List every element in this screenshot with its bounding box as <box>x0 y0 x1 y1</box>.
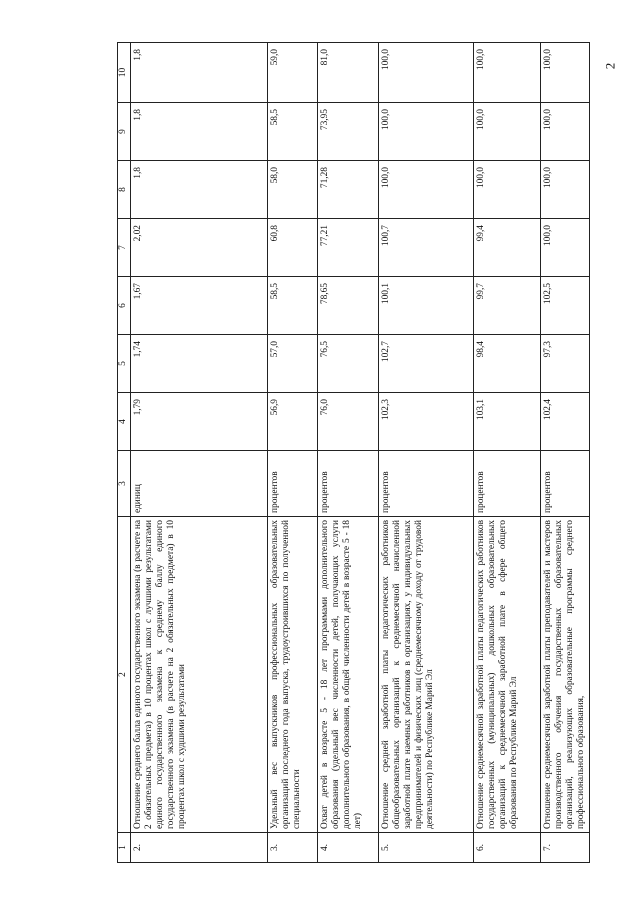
value-col-4: 102,4 <box>541 393 590 451</box>
table-row <box>379 43 474 863</box>
header-row <box>118 43 131 863</box>
table-row <box>318 43 379 863</box>
row-number: 2. <box>131 833 268 863</box>
table-row <box>541 43 590 863</box>
unit: процентов <box>268 451 318 517</box>
value-col-7: 2,02 <box>131 219 268 277</box>
value-col-10: 81,0 <box>318 43 379 103</box>
value-col-7: 99,4 <box>474 219 541 277</box>
row-number: 4. <box>318 833 379 863</box>
value-col-8: 100,0 <box>379 161 474 219</box>
header-col-6: 6 <box>118 277 131 335</box>
value-col-6: 1,67 <box>131 277 268 335</box>
value-col-8: 100,0 <box>474 161 541 219</box>
value-col-7: 100,7 <box>379 219 474 277</box>
value-col-9: 100,0 <box>474 103 541 161</box>
header-col-9: 9 <box>118 103 131 161</box>
value-col-7: 60,8 <box>268 219 318 277</box>
value-col-6: 99,7 <box>474 277 541 335</box>
header-col-7: 7 <box>118 219 131 277</box>
value-col-9: 1,8 <box>131 103 268 161</box>
value-col-6: 58,5 <box>268 277 318 335</box>
value-col-7: 100,0 <box>541 219 590 277</box>
value-col-4: 1,79 <box>131 393 268 451</box>
indicator-name: Отношение среднемесячной заработной платы преподавателей и мастеров производственного обучения государственных образовательных организаций, реализующих образовательные программы среднего профессионального образования, <box>541 517 590 833</box>
unit: процентов <box>379 451 474 517</box>
indicator-name: Отношение среднемесячной заработной платы педагогических работников государственных (муниципальных) дошкольных образовательных организаций к среднемесячной заработной плате в сфере общего образования по Республике Марий Эл <box>474 517 541 833</box>
unit: процентов <box>541 451 590 517</box>
header-col-2: 2 <box>118 517 131 833</box>
header-col-5: 5 <box>118 335 131 393</box>
value-col-5: 76,5 <box>318 335 379 393</box>
value-col-4: 76,0 <box>318 393 379 451</box>
value-col-4: 103,1 <box>474 393 541 451</box>
value-col-9: 100,0 <box>379 103 474 161</box>
value-col-6: 78,65 <box>318 277 379 335</box>
value-col-8: 100,0 <box>541 161 590 219</box>
value-col-5: 98,4 <box>474 335 541 393</box>
value-col-8: 58,0 <box>268 161 318 219</box>
value-col-9: 58,5 <box>268 103 318 161</box>
row-number: 6. <box>474 833 541 863</box>
value-col-6: 102,5 <box>541 277 590 335</box>
value-col-10: 1,8 <box>131 43 268 103</box>
header-col-1: 1 <box>118 833 131 863</box>
value-col-10: 100,0 <box>379 43 474 103</box>
unit: процентов <box>318 451 379 517</box>
rotated-table-container <box>117 43 586 863</box>
value-col-10: 100,0 <box>541 43 590 103</box>
header-col-8: 8 <box>118 161 131 219</box>
header-col-4: 4 <box>118 393 131 451</box>
value-col-10: 59,0 <box>268 43 318 103</box>
unit: единиц <box>131 451 268 517</box>
value-col-6: 100,1 <box>379 277 474 335</box>
indicators-table <box>117 42 590 863</box>
value-col-9: 73,95 <box>318 103 379 161</box>
value-col-7: 77,21 <box>318 219 379 277</box>
unit: процентов <box>474 451 541 517</box>
value-col-10: 100,0 <box>474 43 541 103</box>
value-col-4: 56,9 <box>268 393 318 451</box>
value-col-5: 57,0 <box>268 335 318 393</box>
value-col-5: 1,74 <box>131 335 268 393</box>
row-number: 5. <box>379 833 474 863</box>
header-col-10: 10 <box>118 43 131 103</box>
indicator-name: Охват детей в возрасте 5 - 18 лет программами дополнительного образования (удельный вес численности детей, получающих услуги дополнительного образования, в общей численности детей в возрасте 5 - 18 лет) <box>318 517 379 833</box>
indicator-name: Отношение среднего балла единого государственного экзамена (в расчете на 2 обязательных предмета) в 10 процентах школ с лучшими результатами единого государственного экзамена к среднему баллу единого государственного экзамена (в расчете на 2 обязательных предмета) в 10 процентах школ с худшими результатами <box>131 517 268 833</box>
value-col-4: 102,3 <box>379 393 474 451</box>
value-col-9: 100,0 <box>541 103 590 161</box>
page-number: 2 <box>602 62 618 70</box>
value-col-5: 102,7 <box>379 335 474 393</box>
value-col-8: 71,28 <box>318 161 379 219</box>
table-row <box>131 43 268 863</box>
header-col-3: 3 <box>118 451 131 517</box>
table-row <box>268 43 318 863</box>
value-col-8: 1,8 <box>131 161 268 219</box>
row-number: 7. <box>541 833 590 863</box>
row-number: 3. <box>268 833 318 863</box>
indicator-name: Удельный вес выпускников профессиональных образовательных организаций последнего года выпуска, трудоустроившихся по полученной специальности <box>268 517 318 833</box>
table-row <box>474 43 541 863</box>
indicator-name: Отношение средней заработной платы педагогических работников общеобразовательных организаций к среднемесячной начисленной заработной плате наемных работников в организациях, у индивидуальных предпринимателей и физических лиц (среднемесячному доходу от трудовой деятельности) по Республике Марий Эл <box>379 517 474 833</box>
value-col-5: 97,3 <box>541 335 590 393</box>
